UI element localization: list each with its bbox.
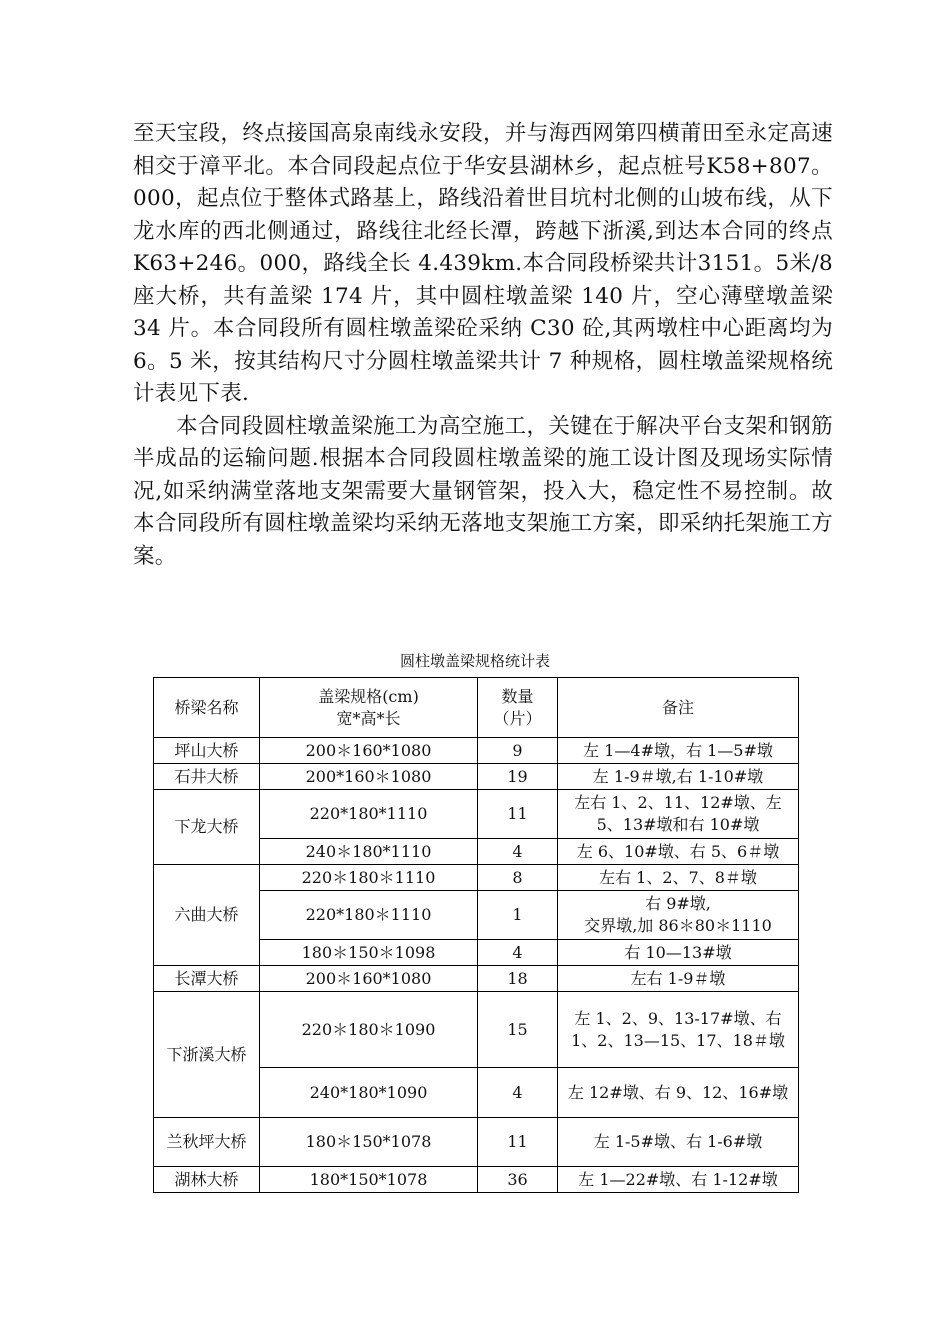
bridge-name: 下浙溪大桥 <box>154 992 260 1118</box>
document-body <box>133 118 833 573</box>
beam-spec: 200＊160*1080 <box>260 738 478 764</box>
beam-qty: 1 <box>478 891 558 940</box>
bridge-name: 下龙大桥 <box>154 790 260 865</box>
bridge-name: 长潭大桥 <box>154 966 260 992</box>
header-spec-line2: 宽*高*长 <box>336 708 401 728</box>
beam-qty: 11 <box>478 790 558 839</box>
beam-note: 左 1—22#墩、右 1-12#墩 <box>558 1167 799 1193</box>
beam-note: 左 1-5#墩、右 1-6#墩 <box>558 1118 799 1167</box>
beam-spec: 180＊150*1078 <box>260 1118 478 1167</box>
table-row <box>154 1118 799 1167</box>
bridge-name: 兰秋坪大桥 <box>154 1118 260 1167</box>
table-row <box>154 966 799 992</box>
beam-note: 左 6、10#墩、右 5、6＃墩 <box>558 839 799 865</box>
header-spec <box>260 678 478 738</box>
beam-note: 左右 1-9＃墩 <box>558 966 799 992</box>
spec-table <box>153 677 799 1193</box>
beam-qty: 4 <box>478 839 558 865</box>
table-row <box>154 790 799 839</box>
beam-spec: 240＊180*1110 <box>260 839 478 865</box>
table-row <box>154 738 799 764</box>
beam-qty: 9 <box>478 738 558 764</box>
beam-note: 右 10—13#墩 <box>558 940 799 966</box>
beam-qty: 11 <box>478 1118 558 1167</box>
table-header-row <box>154 678 799 738</box>
beam-spec: 200＊160*1080 <box>260 966 478 992</box>
beam-note-line2: 交界墩,加 86＊80＊1110 <box>584 916 772 935</box>
table-row <box>154 764 799 790</box>
table-row <box>154 992 799 1068</box>
header-qty-line1: 数量 <box>501 686 534 706</box>
table-caption: 圆柱墩盖梁规格统计表 <box>399 652 550 670</box>
beam-spec: 180＊150＊1098 <box>260 940 478 966</box>
beam-note-line1: 右 9#墩, <box>645 894 711 913</box>
header-spec-line1: 盖梁规格(cm) <box>318 686 419 706</box>
beam-spec: 220＊180＊1090 <box>260 992 478 1068</box>
beam-note <box>558 891 799 940</box>
bridge-name: 坪山大桥 <box>154 738 260 764</box>
beam-spec: 220＊180＊1110 <box>260 865 478 891</box>
header-qty-line2: （片） <box>493 708 542 728</box>
table-row <box>154 1167 799 1193</box>
table-row <box>154 865 799 891</box>
beam-qty: 36 <box>478 1167 558 1193</box>
header-note: 备注 <box>558 678 799 738</box>
body-paragraph: 本合同段圆柱墩盖梁施工为高空施工，关键在于解决平台支架和钢筋半成品的运输问题.根据本合同段圆柱墩盖梁的施工设计图及现场实际情况,如采纳满堂落地支架需要大量钢管架，投入大，稳定性不易控制。故本合同段所有圆柱墩盖梁均采纳无落地支架施工方案，即采纳托架施工方案。 <box>133 413 833 569</box>
beam-note: 左 1、2、9、13-17#墩、右 1、2、13—15、17、18＃墩 <box>558 992 799 1068</box>
beam-note: 左 1-9＃墩,右 1-10#墩 <box>558 764 799 790</box>
beam-qty: 19 <box>478 764 558 790</box>
beam-spec: 220*180＊1110 <box>260 891 478 940</box>
beam-spec: 220*180*1110 <box>260 790 478 839</box>
beam-note: 左 12#墩、右 9、12、16#墩 <box>558 1068 799 1118</box>
bridge-name: 六曲大桥 <box>154 865 260 966</box>
beam-qty: 4 <box>478 1068 558 1118</box>
beam-note: 左右 1、2、7、8＃墩 <box>558 865 799 891</box>
beam-qty: 4 <box>478 940 558 966</box>
beam-qty: 8 <box>478 865 558 891</box>
beam-note: 左 1—4#墩，右 1—5#墩 <box>558 738 799 764</box>
bridge-name: 石井大桥 <box>154 764 260 790</box>
header-qty <box>478 678 558 738</box>
beam-qty: 15 <box>478 992 558 1068</box>
header-name: 桥梁名称 <box>154 678 260 738</box>
beam-note: 左右 1、2、11、12#墩、左 5、13#墩和右 10#墩 <box>558 790 799 839</box>
beam-spec: 180*150*1078 <box>260 1167 478 1193</box>
bridge-name: 湖林大桥 <box>154 1167 260 1193</box>
body-paragraph: 至天宝段，终点接国高泉南线永安段，并与海西网第四横莆田至永定高速相交于漳平北。本合同段起点位于华安县湖林乡，起点桩号K58+807。000，起点位于整体式路基上，路线沿着世目坑村北侧的山坡布线，从下龙水库的西北侧通过，路线往北经长潭，跨越下浙溪,到达本合同的终点 K63+246。000，路线全长 4.439km.本合同段桥梁共计3151。5米/8座大桥，共有盖梁 174 片，其中圆柱墩盖梁 140 片，空心薄壁墩盖梁 34 片。本合同段所有圆柱墩盖梁砼采纳 C30 砼,其两墩柱中心距离均为 6。5 米，按其结构尺寸分圆柱墩盖梁共计 7 种规格，圆柱墩盖梁规格统计表见下表. <box>133 121 833 406</box>
beam-spec: 240*180*1090 <box>260 1068 478 1118</box>
beam-spec: 200*160＊1080 <box>260 764 478 790</box>
beam-qty: 18 <box>478 966 558 992</box>
